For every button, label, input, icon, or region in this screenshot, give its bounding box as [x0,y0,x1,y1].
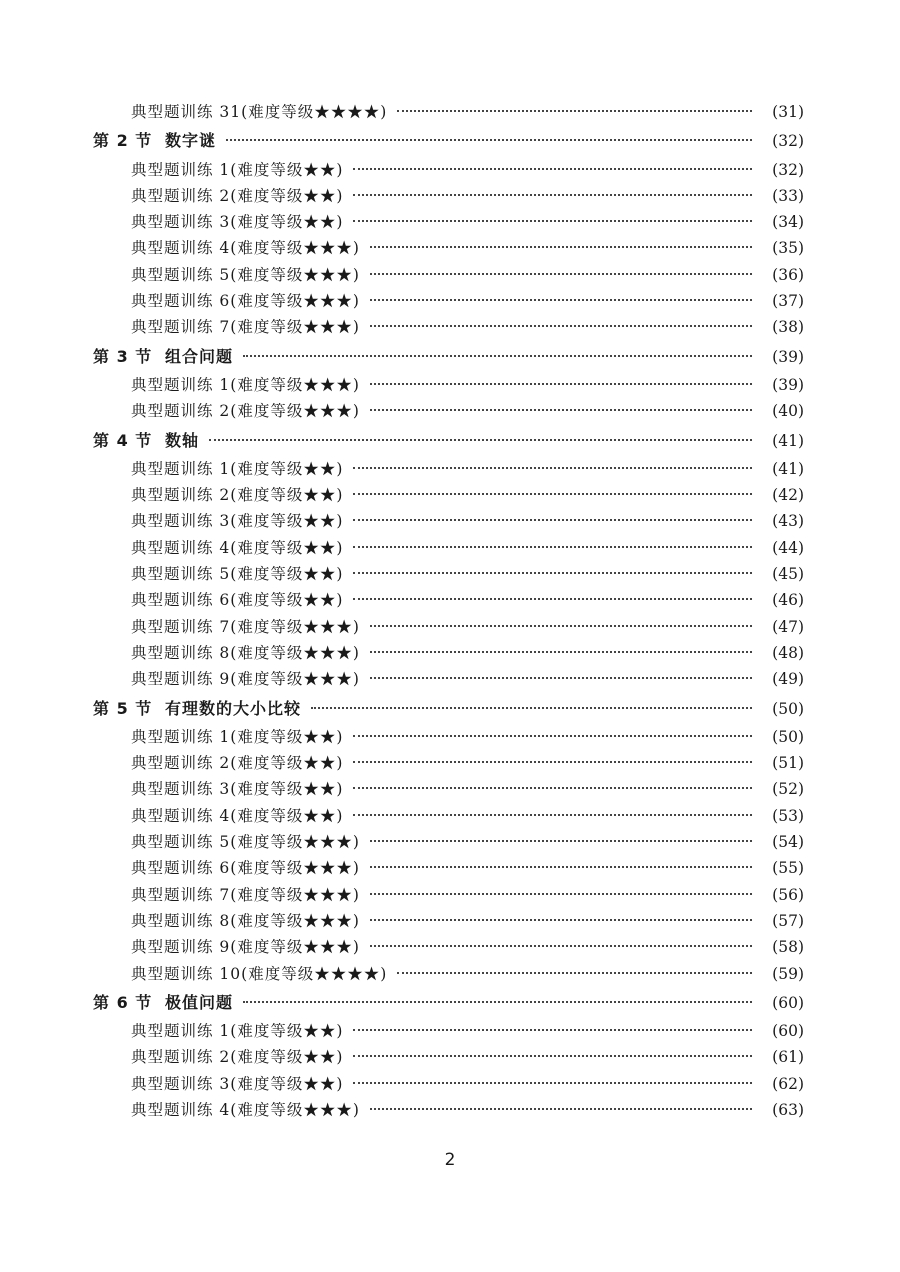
dot-leader [353,219,752,222]
toc-exercise-row [0,508,900,534]
toc-section-row [0,987,900,1018]
page-ref: (44) [772,538,804,557]
toc-exercise-row [0,314,900,340]
exercise-label: 典型题训练 31(难度等级★★★★) [131,103,388,121]
page-ref: (59) [772,964,804,983]
dot-leader [353,545,752,548]
exercise-label: 典型题训练 4(难度等级★★) [131,806,344,825]
section-title: 组合问题 [165,346,234,366]
page-ref: (53) [772,806,804,825]
page-ref: (48) [772,643,804,662]
dot-leader [370,865,752,868]
page-ref: (33) [772,186,804,205]
dot-leader [353,786,752,789]
page-ref: (52) [772,780,804,799]
exercise-label: 典型题训练 2(难度等级★★) [131,186,344,205]
toc-exercise-row [0,666,900,692]
page-ref: (32) [772,132,804,151]
toc-exercise-row [0,372,900,398]
exercise-label: 典型题训练 1(难度等级★★) [131,160,344,179]
dot-leader [370,624,752,627]
toc-exercise-row [0,882,900,908]
dot-leader [370,272,752,275]
dot-leader [353,492,752,495]
dot-leader [243,1000,752,1003]
exercise-label: 典型题训练 4(难度等级★★) [131,538,344,557]
dot-leader [226,138,752,141]
toc-exercise-row [0,803,900,829]
toc-exercise-row [0,640,900,666]
dot-leader [370,839,752,842]
exercise-label: 典型题训练 3(难度等级★★) [131,780,344,799]
toc-exercise-row [0,456,900,482]
exercise-label: 典型题训练 6(难度等级★★★) [131,292,360,311]
toc-exercise-row [0,587,900,613]
page-ref: (39) [772,347,804,366]
page-ref: (43) [772,512,804,531]
toc-exercise-row [0,1071,900,1097]
dot-leader [353,1081,752,1084]
section-heading [93,125,216,156]
dot-leader [353,597,752,600]
toc-exercise-row [0,482,900,508]
exercise-label: 典型题训练 5(难度等级★★★) [131,265,360,284]
page-ref: (49) [772,670,804,689]
toc-exercise-row [0,561,900,587]
exercise-label: 典型题训练 8(难度等级★★★) [131,911,360,930]
section-number: 第 3 节 [93,346,153,366]
dot-leader [370,298,752,301]
exercise-label: 典型题训练 7(难度等级★★★) [131,318,360,337]
section-heading [93,425,199,456]
exercise-label: 典型题训练 9(难度等级★★★) [131,938,360,957]
dot-leader [370,944,752,947]
page-ref: (57) [772,911,804,930]
section-heading [93,341,233,372]
dot-leader [353,813,752,816]
exercise-label: 典型题训练 1(难度等级★★) [131,459,344,478]
toc-section-row [0,425,900,456]
page-ref: (47) [772,617,804,636]
toc-exercise-row [0,750,900,776]
exercise-label: 典型题训练 5(难度等级★★★) [131,833,360,852]
dot-leader [370,650,752,653]
exercise-label: 典型题训练 6(难度等级★★★) [131,859,360,878]
exercise-label: 典型题训练 9(难度等级★★★) [131,670,360,689]
page-ref: (39) [772,375,804,394]
exercise-label: 典型题训练 4(难度等级★★★) [131,1100,360,1119]
dot-leader [370,1107,752,1110]
page-ref: (41) [772,431,804,450]
exercise-label: 典型题训练 4(难度等级★★★) [131,239,360,258]
section-number: 第 2 节 [93,131,153,151]
toc-exercise-row [0,262,900,288]
toc-exercise-row [0,398,900,424]
page-ref: (46) [772,591,804,610]
page-ref: (34) [772,213,804,232]
toc-exercise-row [0,1044,900,1070]
dot-leader [370,918,752,921]
page-ref: (62) [772,1074,804,1093]
toc-exercise-row [0,157,900,183]
toc-exercise-row [0,288,900,314]
dot-leader [353,167,752,170]
toc-exercise-row [0,535,900,561]
exercise-label: 典型题训练 1(难度等级★★) [131,1022,344,1041]
dot-leader [353,1054,752,1057]
exercise-label: 典型题训练 3(难度等级★★) [131,1074,344,1093]
page-ref: (50) [772,727,804,746]
exercise-label: 典型题训练 2(难度等级★★) [131,1048,344,1067]
toc-exercise-row [0,724,900,750]
page-ref: (60) [772,1022,804,1041]
dot-leader [353,760,752,763]
dot-leader [353,1028,752,1031]
toc-exercise-row [0,183,900,209]
toc-exercise-row [0,961,900,987]
dot-leader [353,518,752,521]
toc-exercise-row [0,776,900,802]
exercise-label: 典型题训练 1(难度等级★★★) [131,375,360,394]
page-ref: (61) [772,1048,804,1067]
dot-leader [370,892,752,895]
dot-leader [243,354,752,357]
exercise-label: 典型题训练 3(难度等级★★) [131,512,344,531]
exercise-label: 典型题训练 2(难度等级★★★) [131,402,360,421]
section-number: 第 5 节 [93,698,153,718]
toc-section-row [0,125,900,156]
page-ref: (35) [772,239,804,258]
dot-leader [370,676,752,679]
section-heading [93,987,233,1018]
exercise-label: 典型题训练 7(难度等级★★★) [131,617,360,636]
exercise-label: 典型题训练 1(难度等级★★) [131,727,344,746]
page-ref: (38) [772,318,804,337]
page-ref: (60) [772,993,804,1012]
toc-exercise-row [0,614,900,640]
dot-leader [397,971,752,974]
dot-leader [353,193,752,196]
dot-leader [353,466,752,469]
dot-leader [370,408,752,411]
page-ref: (41) [772,459,804,478]
section-number: 第 6 节 [93,992,153,1012]
page-ref: (45) [772,565,804,584]
dot-leader [370,324,752,327]
toc-exercise-row [0,829,900,855]
dot-leader [353,734,752,737]
exercise-label: 典型题训练 2(难度等级★★) [131,754,344,773]
page-ref: (54) [772,833,804,852]
dot-leader [370,245,752,248]
dot-leader [370,382,752,385]
page-ref: (51) [772,754,804,773]
page-ref: (36) [772,265,804,284]
dot-leader [353,571,752,574]
section-number: 第 4 节 [93,430,153,450]
toc-exercise-row [0,1097,900,1123]
page-ref: (32) [772,160,804,179]
exercise-label: 典型题训练 2(难度等级★★) [131,486,344,505]
toc-exercise-row [0,1018,900,1044]
page-number: 2 [444,1150,456,1170]
toc-exercise-row [0,908,900,934]
page-ref: (42) [772,486,804,505]
page-ref: (50) [772,699,804,718]
exercise-label: 典型题训练 6(难度等级★★) [131,591,344,610]
page-ref: (58) [772,938,804,957]
section-title: 数字谜 [165,131,217,151]
exercise-label: 典型题训练 5(难度等级★★) [131,565,344,584]
exercise-label: 典型题训练 7(难度等级★★★) [131,885,360,904]
exercise-label: 典型题训练 8(难度等级★★★) [131,643,360,662]
toc-exercise-row [0,855,900,881]
toc-exercise-row [0,934,900,960]
page-ref: (55) [772,859,804,878]
dot-leader [209,438,752,441]
toc-section-row [0,341,900,372]
page-ref: (37) [772,292,804,311]
toc-section-row [0,693,900,724]
toc-exercise-row [0,209,900,235]
page-ref: (56) [772,885,804,904]
section-title: 数轴 [165,430,200,450]
dot-leader [311,706,752,709]
toc-exercise-row [0,235,900,261]
table-of-contents [0,99,900,1123]
exercise-label: 典型题训练 3(难度等级★★) [131,213,344,232]
section-title: 极值问题 [165,992,234,1012]
section-heading [93,693,301,724]
page-ref: (40) [772,402,804,421]
exercise-label: 典型题训练 10(难度等级★★★★) [131,964,388,983]
section-title: 有理数的大小比较 [165,698,302,718]
page-ref: (31) [772,103,804,121]
dot-leader [397,109,752,112]
toc-exercise-row [0,99,900,125]
page-ref: (63) [772,1100,804,1119]
